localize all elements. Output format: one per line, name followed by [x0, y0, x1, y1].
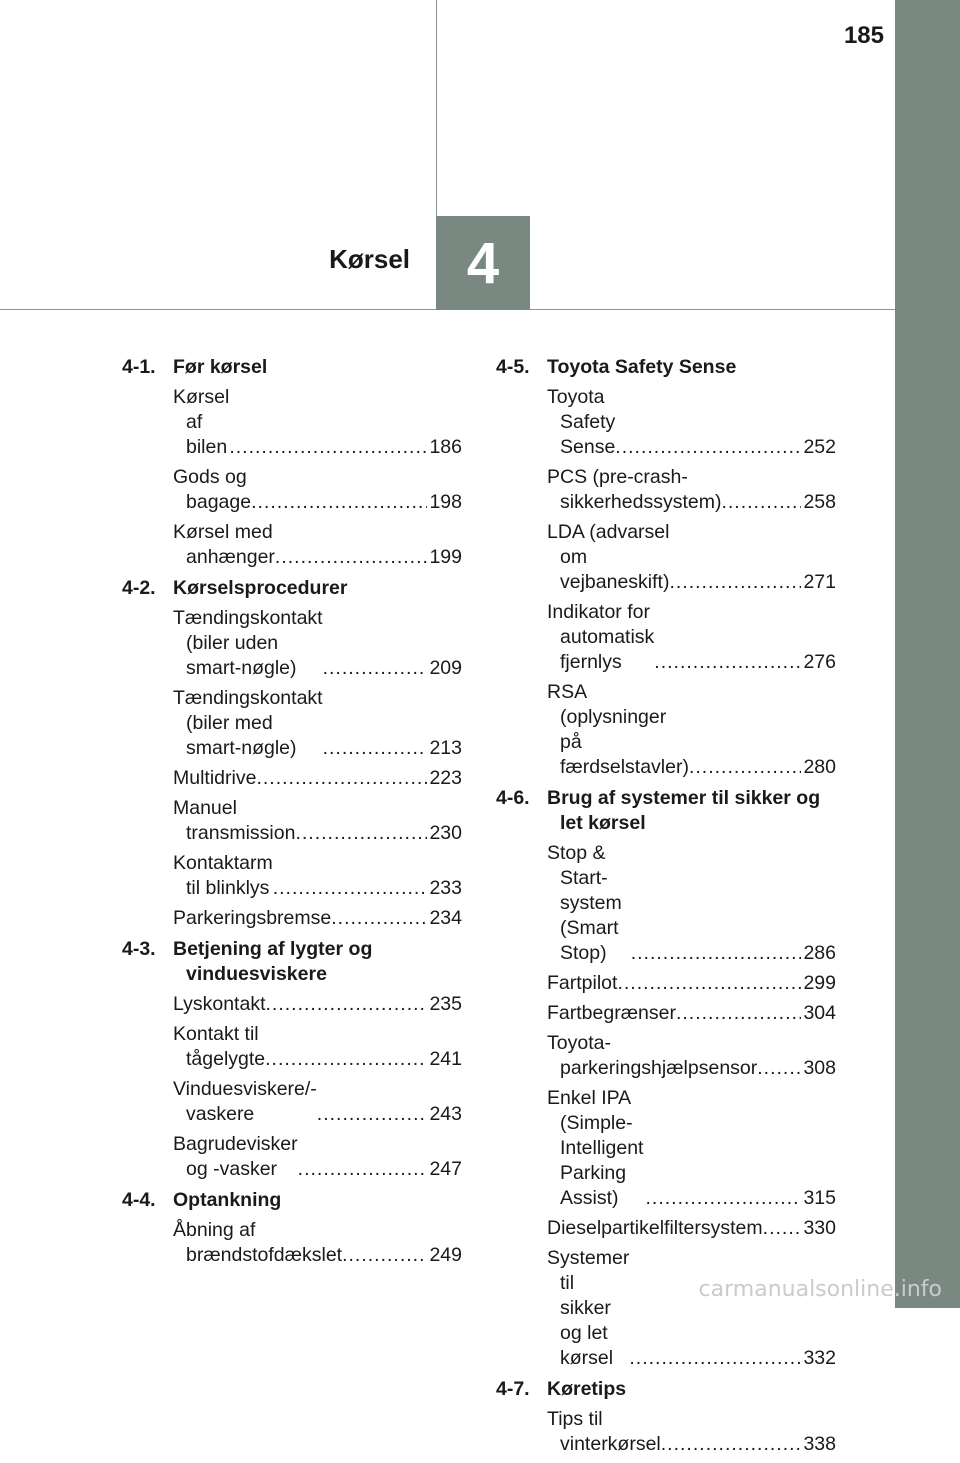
toc-entry[interactable] [547, 385, 836, 460]
section-title: Toyota Safety Sense [547, 356, 737, 378]
entry-title: Fartpilot [547, 972, 618, 994]
toc-entry[interactable] [547, 520, 836, 595]
vertical-rule [436, 0, 437, 216]
toc-entry[interactable] [173, 992, 462, 1017]
entry-title: Bagrudevisker og -vasker [173, 1133, 298, 1180]
toc-entry[interactable] [547, 680, 836, 780]
toc-entry[interactable] [173, 1218, 462, 1268]
dot-leader [757, 1056, 801, 1081]
entry-title: PCS (pre-crash-sikkerhedssystem) [547, 466, 722, 513]
entry-page-number: 286 [803, 942, 836, 964]
section-heading [122, 1188, 462, 1213]
dot-leader [251, 490, 427, 515]
entry-title: Kontaktarm til blinklys [173, 852, 273, 899]
entry-title: Indikator for automatisk fjernlys [547, 601, 655, 673]
entry-page-number: 308 [803, 1057, 836, 1079]
dot-leader [631, 941, 802, 966]
entry-page-number: 241 [429, 1048, 462, 1070]
entry-title: Vinduesviskere/-vaskere [173, 1078, 317, 1125]
section-number: 4-4. [122, 1189, 156, 1211]
dot-leader [273, 876, 428, 901]
entry-page-number: 304 [803, 1002, 836, 1024]
toc-entry[interactable] [173, 1132, 462, 1182]
toc-entry[interactable] [173, 1022, 462, 1072]
toc-entry[interactable] [173, 686, 462, 761]
section-heading [496, 355, 836, 380]
dot-leader [266, 992, 428, 1017]
entry-page-number: 199 [429, 546, 462, 568]
entry-page-number: 198 [429, 491, 462, 513]
toc-entry[interactable] [173, 465, 462, 515]
section-title: Betjening af lygter og vinduesviskere [173, 938, 373, 985]
toc-section [496, 355, 836, 780]
entry-title: Enkel IPA (Simple-Intelligent Parking Assist) [547, 1087, 644, 1209]
toc-entry[interactable] [547, 600, 836, 675]
section-title: Før kørsel [173, 356, 268, 378]
toc-entry[interactable] [547, 1407, 836, 1457]
side-chapter-tab [895, 0, 960, 1308]
dot-leader [763, 1216, 802, 1241]
dot-leader [342, 1243, 427, 1268]
dot-leader [689, 755, 802, 780]
toc-entry[interactable] [547, 1086, 836, 1211]
toc-entry[interactable] [173, 385, 462, 460]
dot-leader [615, 435, 801, 460]
entry-page-number: 213 [429, 737, 462, 759]
chapter-number-box: 4 [436, 216, 530, 310]
entry-title: Tændingskontakt (biler med smart-nøgle) [173, 687, 323, 759]
entry-page-number: 332 [803, 1347, 836, 1369]
entry-title: Kørsel med anhænger [173, 521, 275, 568]
toc-left-column [122, 355, 462, 1274]
dot-leader [661, 1432, 802, 1457]
toc-entry[interactable] [173, 606, 462, 681]
dot-leader [331, 906, 427, 931]
entry-page-number: 252 [803, 436, 836, 458]
dot-leader [295, 821, 427, 846]
toc-section [122, 355, 462, 570]
entry-page-number: 330 [803, 1217, 836, 1239]
entry-page-number: 247 [429, 1158, 462, 1180]
entry-page-number: 338 [803, 1433, 836, 1455]
toc-entry[interactable] [547, 1001, 836, 1026]
dot-leader [617, 971, 801, 996]
toc-entry[interactable] [547, 465, 836, 515]
toc-entry[interactable] [173, 520, 462, 570]
entry-page-number: 271 [803, 571, 836, 593]
toc-entry[interactable] [173, 1077, 462, 1127]
section-title: Optankning [173, 1189, 282, 1211]
entry-title: Stop & Start-system (Smart Stop) [547, 842, 622, 964]
section-number: 4-3. [122, 938, 156, 960]
section-number: 4-6. [496, 787, 530, 809]
toc-entry[interactable] [547, 1216, 836, 1241]
dot-leader [721, 490, 801, 515]
toc-entry[interactable] [173, 766, 462, 791]
entry-page-number: 249 [429, 1244, 462, 1266]
page-number: 185 [843, 22, 884, 49]
dot-leader [265, 1047, 427, 1072]
entry-page-number: 235 [429, 993, 462, 1015]
entry-page-number: 223 [429, 767, 462, 789]
entry-title: Dieselpartikelfiltersystem [547, 1217, 763, 1239]
entry-title: RSA (oplysninger på færdselstavler) [547, 681, 689, 778]
section-number: 4-7. [496, 1378, 530, 1400]
section-heading [122, 355, 462, 380]
toc-entry[interactable] [547, 1246, 836, 1371]
dot-leader [629, 1346, 801, 1371]
section-title: Kørselsprocedurer [173, 577, 348, 599]
section-title: Køretips [547, 1378, 627, 1400]
entry-title: Systemer til sikker og let kørsel [547, 1247, 630, 1369]
dot-leader [275, 545, 428, 570]
entry-title: Gods og bagage [173, 466, 252, 513]
toc-entry[interactable] [547, 1031, 836, 1081]
section-heading [496, 1377, 836, 1402]
entry-title: Parkeringsbremse [173, 907, 332, 929]
entry-title: Toyota Safety Sense [547, 386, 616, 458]
dot-leader [229, 435, 427, 460]
entry-page-number: 243 [429, 1103, 462, 1125]
entry-page-number: 299 [803, 972, 836, 994]
entry-page-number: 230 [429, 822, 462, 844]
chapter-title: Kørsel [329, 244, 410, 274]
dot-leader [669, 570, 801, 595]
entry-title: Kontakt til tågelygte [173, 1023, 266, 1070]
entry-title: Åbning af brændstofdækslet [173, 1219, 343, 1266]
entry-title: Toyota-parkeringshjælpsensor [547, 1032, 758, 1079]
dot-leader [676, 1001, 801, 1026]
toc-entry[interactable] [173, 851, 462, 901]
section-heading [122, 576, 462, 601]
section-number: 4-2. [122, 577, 156, 599]
entry-page-number: 209 [429, 657, 462, 679]
entry-title: LDA (advarsel om vejbaneskift) [547, 521, 670, 593]
toc-section [122, 576, 462, 931]
dot-leader [298, 1157, 428, 1182]
dot-leader [646, 1186, 802, 1211]
dot-leader [323, 656, 428, 681]
toc-section [496, 1377, 836, 1457]
dot-leader [323, 736, 428, 761]
dot-leader [654, 650, 801, 675]
section-number: 4-5. [496, 356, 530, 378]
section-title: Brug af systemer til sikker og let kørsel [547, 787, 821, 834]
entry-page-number: 186 [429, 436, 462, 458]
entry-title: Manuel transmission [173, 797, 296, 844]
toc-entry[interactable] [173, 906, 462, 931]
entry-page-number: 234 [429, 907, 462, 929]
entry-title: Kørsel af bilen [173, 386, 230, 458]
entry-page-number: 276 [803, 651, 836, 673]
entry-page-number: 315 [803, 1187, 836, 1209]
entry-page-number: 280 [803, 756, 836, 778]
section-heading [122, 937, 462, 987]
entry-title: Tændingskontakt (biler uden smart-nøgle) [173, 607, 323, 679]
entry-page-number: 233 [429, 877, 462, 899]
section-heading [496, 786, 836, 836]
entry-page-number: 258 [803, 491, 836, 513]
toc-section [122, 1188, 462, 1268]
watermark: carmanualsonline.info [698, 1277, 942, 1302]
entry-title: Tips til vinterkørsel [547, 1408, 661, 1455]
toc-entry[interactable] [547, 971, 836, 996]
section-number: 4-1. [122, 356, 156, 378]
dot-leader [256, 766, 427, 791]
toc-entry[interactable] [173, 796, 462, 846]
toc-entry[interactable] [547, 841, 836, 966]
dot-leader [317, 1102, 428, 1127]
toc-section [122, 937, 462, 1182]
entry-title: Multidrive [173, 767, 257, 789]
entry-title: Fartbegrænser [547, 1002, 676, 1024]
entry-title: Lyskontakt [173, 993, 266, 1015]
